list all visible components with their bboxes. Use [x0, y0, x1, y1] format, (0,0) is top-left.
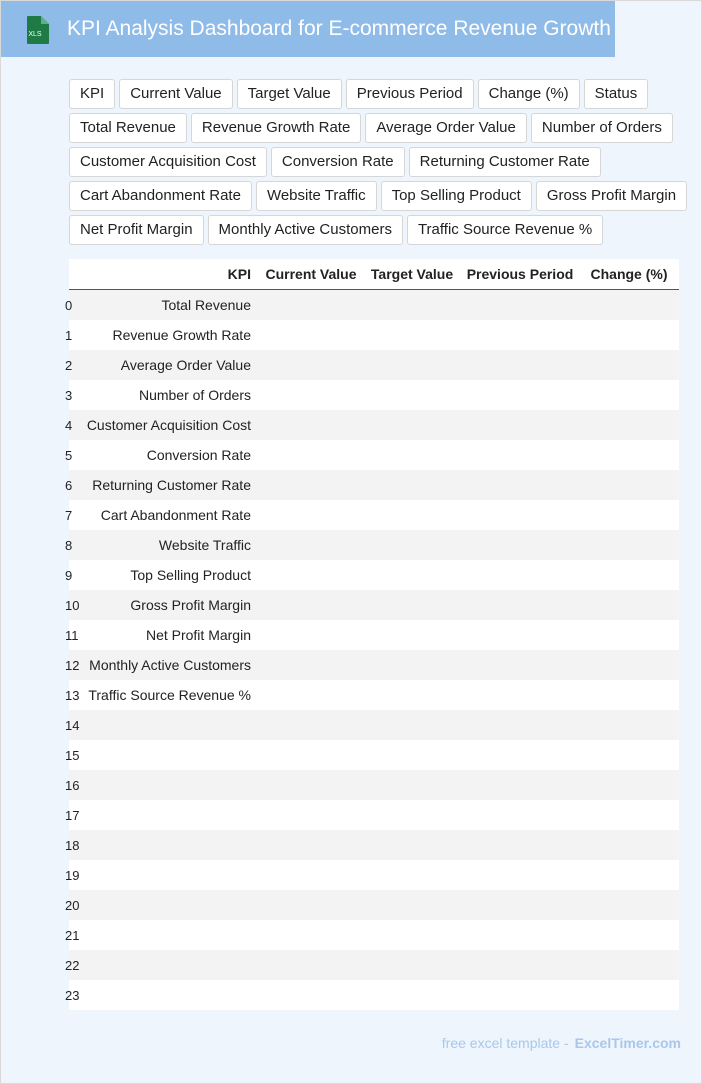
cell-previous-period[interactable] — [461, 800, 579, 830]
row-index: 1 — [69, 320, 81, 350]
cell-change[interactable] — [579, 860, 679, 890]
table-row — [69, 380, 679, 410]
cell-change[interactable] — [579, 380, 679, 410]
cell-target-value[interactable] — [363, 800, 461, 830]
cell-kpi[interactable]: Gross Profit Margin — [81, 590, 259, 620]
cell-kpi[interactable]: Customer Acquisition Cost — [81, 410, 259, 440]
xls-icon-label: XLS — [28, 31, 42, 38]
kpi-tag-button[interactable]: Total Revenue — [69, 113, 187, 143]
table-row — [69, 470, 679, 500]
cell-change[interactable] — [579, 620, 679, 650]
table-row — [69, 530, 679, 560]
row-index: 6 — [69, 470, 81, 500]
cell-current-value[interactable] — [259, 710, 363, 740]
row-index: 3 — [69, 380, 81, 410]
cell-target-value[interactable] — [363, 830, 461, 860]
cell-target-value[interactable] — [363, 950, 461, 980]
kpi-tag-button[interactable]: Customer Acquisition Cost — [69, 147, 267, 177]
cell-kpi[interactable]: Top Selling Product — [81, 560, 259, 590]
row-index: 5 — [69, 440, 81, 470]
row-index: 14 — [69, 710, 81, 740]
table-row — [69, 590, 679, 620]
cell-target-value[interactable] — [363, 860, 461, 890]
cell-kpi[interactable]: Conversion Rate — [81, 440, 259, 470]
kpi-tag-button[interactable]: Change (%) — [478, 79, 580, 109]
table-header-row — [69, 259, 679, 290]
cell-previous-period[interactable] — [461, 410, 579, 440]
row-index: 2 — [69, 350, 81, 380]
cell-previous-period[interactable] — [461, 320, 579, 350]
footer-brand-link[interactable]: ExcelTimer.com — [574, 1035, 681, 1051]
cell-change[interactable] — [579, 590, 679, 620]
cell-kpi[interactable] — [81, 770, 259, 800]
table-row — [69, 800, 679, 830]
cell-current-value[interactable] — [259, 890, 363, 920]
cell-change[interactable] — [579, 680, 679, 710]
cell-change[interactable] — [579, 470, 679, 500]
cell-change[interactable] — [579, 980, 679, 1010]
table-row — [69, 980, 679, 1010]
table-row — [69, 290, 679, 321]
cell-previous-period[interactable] — [461, 290, 579, 321]
cell-current-value[interactable] — [259, 350, 363, 380]
cell-target-value[interactable] — [363, 770, 461, 800]
cell-previous-period[interactable] — [461, 350, 579, 380]
cell-kpi[interactable]: Monthly Active Customers — [81, 650, 259, 680]
cell-target-value[interactable] — [363, 500, 461, 530]
cell-kpi[interactable]: Returning Customer Rate — [81, 470, 259, 500]
cell-target-value[interactable] — [363, 530, 461, 560]
row-index: 15 — [69, 740, 81, 770]
cell-kpi[interactable] — [81, 920, 259, 950]
row-index: 7 — [69, 500, 81, 530]
table-row — [69, 680, 679, 710]
kpi-tag-button[interactable]: Current Value — [119, 79, 232, 109]
kpi-tag-button[interactable]: Revenue Growth Rate — [191, 113, 361, 143]
cell-previous-period[interactable] — [461, 980, 579, 1010]
table-row — [69, 620, 679, 650]
cell-target-value[interactable] — [363, 290, 461, 321]
cell-previous-period[interactable] — [461, 560, 579, 590]
cell-target-value[interactable] — [363, 920, 461, 950]
cell-change[interactable] — [579, 530, 679, 560]
kpi-filter-tags — [69, 79, 689, 245]
cell-kpi[interactable]: Website Traffic — [81, 530, 259, 560]
cell-kpi[interactable]: Number of Orders — [81, 380, 259, 410]
cell-kpi[interactable] — [81, 740, 259, 770]
cell-previous-period[interactable] — [461, 440, 579, 470]
cell-kpi[interactable] — [81, 980, 259, 1010]
footer-credit — [442, 1035, 681, 1051]
cell-previous-period[interactable] — [461, 530, 579, 560]
cell-previous-period[interactable] — [461, 650, 579, 680]
table-row — [69, 500, 679, 530]
cell-kpi[interactable] — [81, 860, 259, 890]
cell-target-value[interactable] — [363, 680, 461, 710]
table-row — [69, 320, 679, 350]
cell-change[interactable] — [579, 320, 679, 350]
cell-change[interactable] — [579, 650, 679, 680]
cell-kpi[interactable]: Traffic Source Revenue % — [81, 680, 259, 710]
cell-target-value[interactable] — [363, 440, 461, 470]
cell-kpi[interactable]: Net Profit Margin — [81, 620, 259, 650]
table-row — [69, 890, 679, 920]
cell-target-value[interactable] — [363, 590, 461, 620]
table-row — [69, 560, 679, 590]
cell-change[interactable] — [579, 560, 679, 590]
cell-target-value[interactable] — [363, 740, 461, 770]
cell-kpi[interactable]: Total Revenue — [81, 290, 259, 321]
table-row — [69, 770, 679, 800]
kpi-table-container — [65, 259, 679, 1010]
table-row — [69, 830, 679, 860]
table-row — [69, 950, 679, 980]
kpi-tag-button[interactable]: Conversion Rate — [271, 147, 405, 177]
cell-target-value[interactable] — [363, 560, 461, 590]
kpi-tag-button[interactable]: KPI — [69, 79, 115, 109]
cell-current-value[interactable] — [259, 560, 363, 590]
table-row — [69, 410, 679, 440]
cell-current-value[interactable] — [259, 500, 363, 530]
row-index: 18 — [69, 830, 81, 860]
kpi-tag-button[interactable]: Status — [584, 79, 649, 109]
cell-target-value[interactable] — [363, 980, 461, 1010]
cell-current-value[interactable] — [259, 980, 363, 1010]
row-index: 19 — [69, 860, 81, 890]
cell-change[interactable] — [579, 410, 679, 440]
cell-current-value[interactable] — [259, 440, 363, 470]
cell-previous-period[interactable] — [461, 920, 579, 950]
row-index: 16 — [69, 770, 81, 800]
cell-change[interactable] — [579, 830, 679, 860]
cell-previous-period[interactable] — [461, 590, 579, 620]
row-index: 22 — [69, 950, 81, 980]
cell-kpi[interactable] — [81, 830, 259, 860]
cell-current-value[interactable] — [259, 650, 363, 680]
kpi-tag-button[interactable]: Returning Customer Rate — [409, 147, 601, 177]
row-index: 8 — [69, 530, 81, 560]
cell-change[interactable] — [579, 890, 679, 920]
footer-text: free excel template - — [441, 1035, 569, 1051]
cell-target-value[interactable] — [363, 650, 461, 680]
cell-change[interactable] — [579, 500, 679, 530]
cell-previous-period[interactable] — [461, 620, 579, 650]
kpi-tag-button[interactable]: Previous Period — [346, 79, 474, 109]
column-header-previous-period[interactable]: Previous Period — [461, 259, 579, 290]
cell-target-value[interactable] — [363, 890, 461, 920]
xls-file-icon — [23, 15, 51, 45]
column-header-index — [69, 259, 81, 290]
cell-change[interactable] — [579, 290, 679, 321]
kpi-tag-button[interactable]: Number of Orders — [531, 113, 673, 143]
kpi-tag-button[interactable]: Cart Abandonment Rate — [69, 181, 252, 211]
row-index: 21 — [69, 920, 81, 950]
page-title: KPI Analysis Dashboard for E-commerce Revenue Growth — [67, 17, 611, 40]
title-banner — [1, 1, 615, 57]
cell-previous-period[interactable] — [461, 770, 579, 800]
table-row — [69, 860, 679, 890]
kpi-tag-button[interactable]: Website Traffic — [256, 181, 377, 211]
cell-previous-period[interactable] — [461, 680, 579, 710]
cell-previous-period[interactable] — [461, 890, 579, 920]
cell-previous-period[interactable] — [461, 500, 579, 530]
cell-current-value[interactable] — [259, 920, 363, 950]
cell-current-value[interactable] — [259, 320, 363, 350]
table-row — [69, 440, 679, 470]
row-index: 20 — [69, 890, 81, 920]
cell-current-value[interactable] — [259, 620, 363, 650]
cell-target-value[interactable] — [363, 410, 461, 440]
row-index: 10 — [69, 590, 81, 620]
cell-current-value[interactable] — [259, 290, 363, 321]
cell-target-value[interactable] — [363, 350, 461, 380]
cell-current-value[interactable] — [259, 950, 363, 980]
kpi-tag-button[interactable]: Gross Profit Margin — [536, 181, 687, 211]
cell-kpi[interactable] — [81, 950, 259, 980]
table-row — [69, 740, 679, 770]
table-row — [69, 650, 679, 680]
cell-current-value[interactable] — [259, 590, 363, 620]
cell-change[interactable] — [579, 920, 679, 950]
kpi-tag-button[interactable]: Net Profit Margin — [69, 215, 204, 245]
cell-current-value[interactable] — [259, 740, 363, 770]
cell-target-value[interactable] — [363, 380, 461, 410]
cell-change[interactable] — [579, 710, 679, 740]
cell-previous-period[interactable] — [461, 710, 579, 740]
cell-change[interactable] — [579, 950, 679, 980]
cell-kpi[interactable]: Average Order Value — [81, 350, 259, 380]
table-row — [69, 710, 679, 740]
row-index: 0 — [69, 290, 81, 321]
cell-previous-period[interactable] — [461, 860, 579, 890]
column-header-current-value[interactable]: Current Value — [259, 259, 363, 290]
kpi-table — [65, 259, 679, 1010]
row-index: 17 — [69, 800, 81, 830]
column-header-kpi[interactable]: KPI — [81, 259, 259, 290]
kpi-tag-button[interactable]: Top Selling Product — [381, 181, 532, 211]
cell-current-value[interactable] — [259, 680, 363, 710]
cell-current-value[interactable] — [259, 830, 363, 860]
cell-target-value[interactable] — [363, 710, 461, 740]
cell-target-value[interactable] — [363, 320, 461, 350]
cell-previous-period[interactable] — [461, 740, 579, 770]
cell-current-value[interactable] — [259, 470, 363, 500]
cell-previous-period[interactable] — [461, 380, 579, 410]
cell-target-value[interactable] — [363, 470, 461, 500]
kpi-tag-button[interactable]: Target Value — [237, 79, 342, 109]
cell-change[interactable] — [579, 350, 679, 380]
row-index: 11 — [69, 620, 81, 650]
table-row — [69, 920, 679, 950]
row-index: 13 — [69, 680, 81, 710]
row-index: 9 — [69, 560, 81, 590]
kpi-tag-button[interactable]: Average Order Value — [365, 113, 527, 143]
cell-current-value[interactable] — [259, 380, 363, 410]
cell-change[interactable] — [579, 440, 679, 470]
cell-change[interactable] — [579, 770, 679, 800]
cell-kpi[interactable]: Revenue Growth Rate — [81, 320, 259, 350]
kpi-tag-button[interactable]: Monthly Active Customers — [208, 215, 403, 245]
cell-previous-period[interactable] — [461, 950, 579, 980]
cell-change[interactable] — [579, 740, 679, 770]
cell-current-value[interactable] — [259, 770, 363, 800]
cell-kpi[interactable] — [81, 710, 259, 740]
cell-current-value[interactable] — [259, 860, 363, 890]
kpi-tag-button[interactable]: Traffic Source Revenue % — [407, 215, 603, 245]
row-index: 4 — [69, 410, 81, 440]
cell-current-value[interactable] — [259, 410, 363, 440]
cell-kpi[interactable] — [81, 800, 259, 830]
cell-previous-period[interactable] — [461, 830, 579, 860]
cell-change[interactable] — [579, 800, 679, 830]
row-index: 12 — [69, 650, 81, 680]
column-header-change[interactable]: Change (%) — [579, 259, 679, 290]
cell-current-value[interactable] — [259, 800, 363, 830]
cell-target-value[interactable] — [363, 620, 461, 650]
cell-kpi[interactable] — [81, 890, 259, 920]
column-header-target-value[interactable]: Target Value — [363, 259, 461, 290]
table-row — [69, 350, 679, 380]
row-index: 23 — [69, 980, 81, 1010]
cell-current-value[interactable] — [259, 530, 363, 560]
cell-previous-period[interactable] — [461, 470, 579, 500]
cell-kpi[interactable]: Cart Abandonment Rate — [81, 500, 259, 530]
